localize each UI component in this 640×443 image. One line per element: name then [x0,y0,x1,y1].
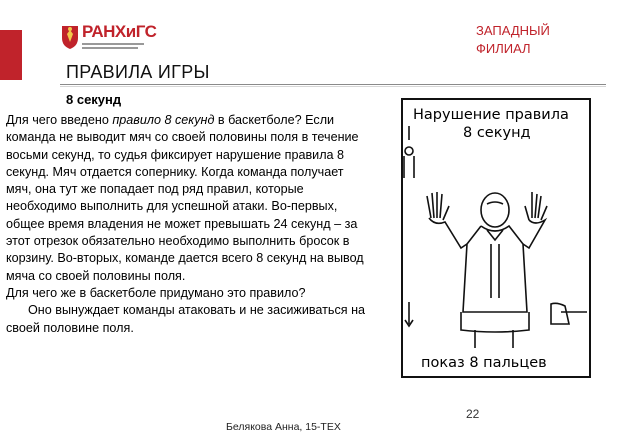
answer-text: Оно вынуждает команды атаковать и не засиживаться на своей половине поля. [6,303,366,335]
branch-name: ЗАПАДНЫЙ ФИЛИАЛ [476,23,550,56]
title-divider [60,84,606,85]
figure-caption-top-2: 8 секунд [463,125,531,141]
q1-rest: в баскетболе? Если команда не выводит мяч со своей половины поля в течение восьми секунд, то судья фиксирует нарушение правила 8 секунд. Мяч отдается сопернику. Когда команда получает мяч, она тут же попадает под ряд правил, которые необходимо выполнить для успешной атаки. Во-первых, общее время владения не может превышать 24 секунд – за этот отрезок обязательно необходимо выполнить бросок в корзину. Во-вторых, команде дается всего 8 секунд на вывод мяча со своей половины поля. [6,113,364,283]
figure-caption-top-1: Нарушение правила [413,107,569,123]
paragraph-answer [6,302,368,337]
footer-author: Белякова Анна, 15-ТЕХ [226,421,341,433]
body-text [6,112,368,337]
accent-bar [0,30,22,80]
slide-subtitle: 8 секунд [66,92,122,107]
q1-lead: Для чего введено [6,113,113,127]
referee-signal-illustration [401,98,591,378]
ranepa-logo [60,22,157,56]
emblem-icon [60,24,80,50]
paragraph-question: Для чего же в баскетболе придумано это правило? [6,285,306,300]
page-number: 22 [466,407,480,421]
title-divider-shadow [60,86,606,87]
paragraph-rule-explanation [6,112,368,285]
figure-caption-bottom: показ 8 пальцев [421,355,547,371]
slide-title: ПРАВИЛА ИГРЫ [66,62,210,82]
logo-subtitle-lines [82,42,144,52]
logo-text: РАНХиГС [82,22,157,41]
q1-emphasis: правило 8 секунд [112,113,215,127]
